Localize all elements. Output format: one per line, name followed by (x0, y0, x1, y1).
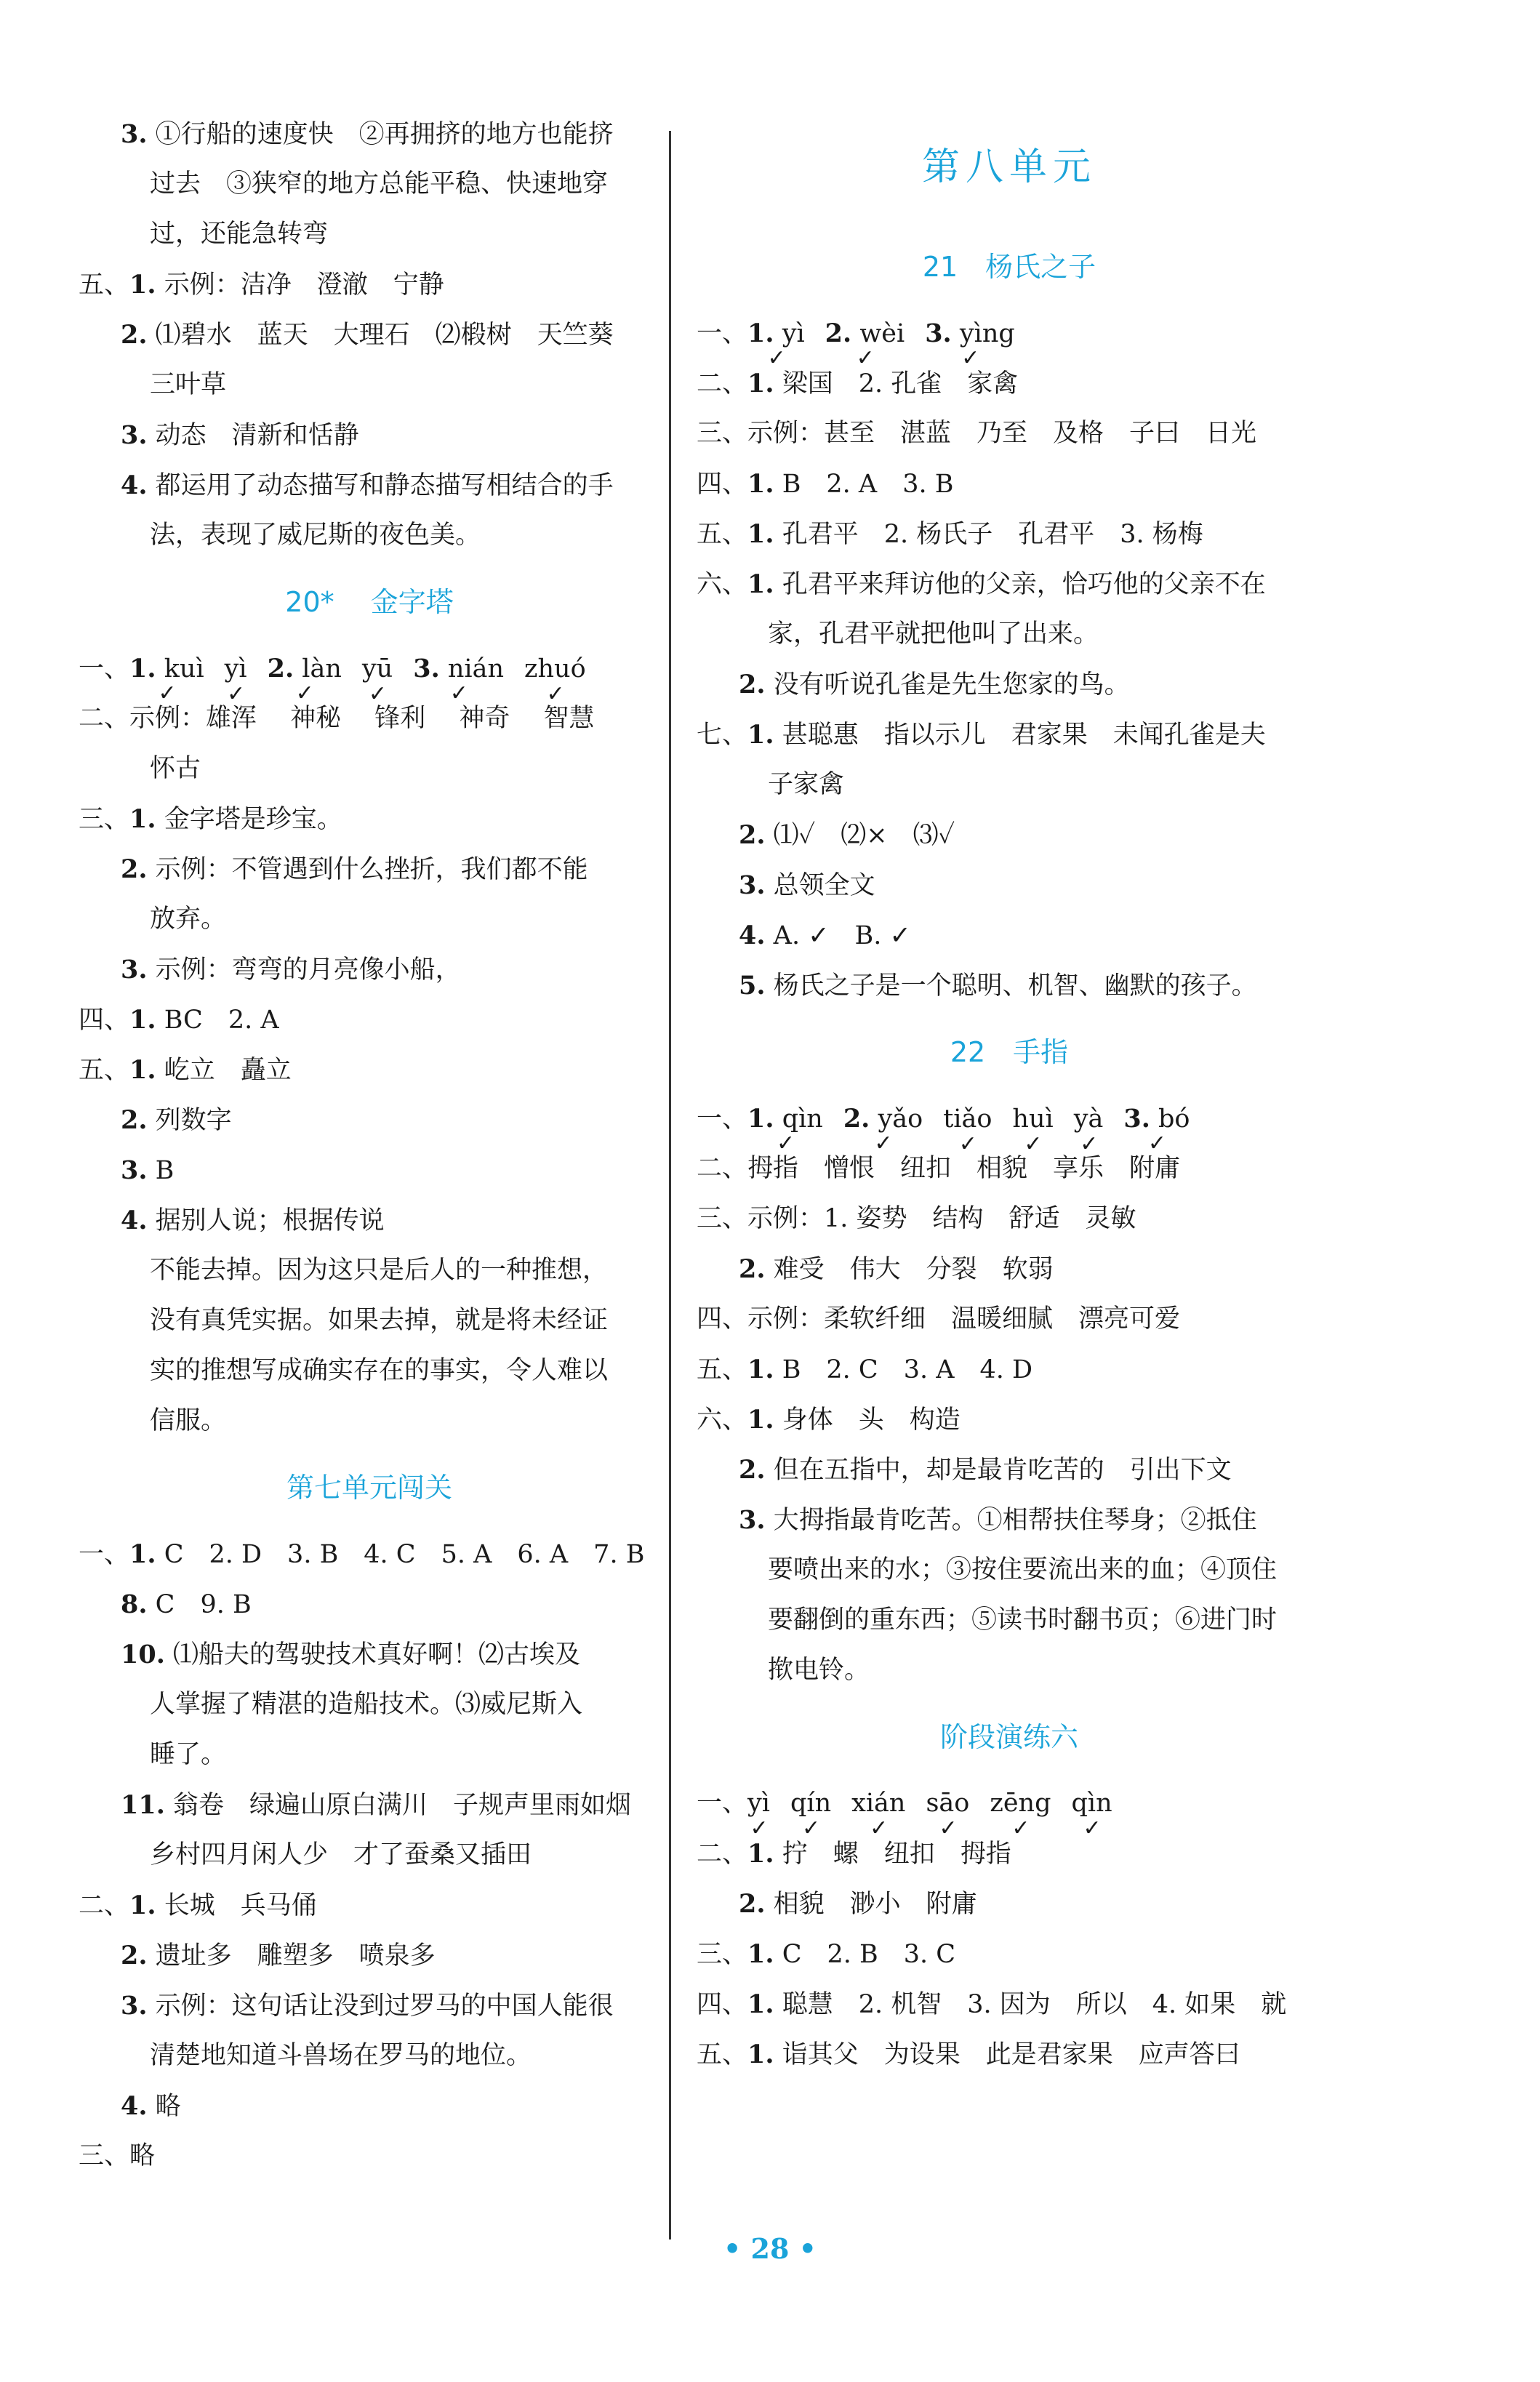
pinyin-item (1073, 1094, 1104, 1157)
answer-text: ⑴✓ ⑵× ⑶✓ (765, 821, 955, 850)
question-prefix: 七、 (697, 721, 748, 750)
answer-text: 示例：这句话让没到过罗马的中国人能很 (147, 1992, 614, 2021)
pinyin-item (747, 308, 805, 371)
answer-line (697, 2029, 1322, 2080)
check-icon: ✓ (158, 681, 177, 706)
answer-text: 甚聪惠 指以示儿 君家果 未闻孔雀是夫 (774, 721, 1266, 750)
item-number: 1. (747, 519, 774, 549)
item-number: 11. (121, 1790, 165, 1820)
answer-text: 子家禽 (768, 770, 845, 799)
check-icon: ✓ (801, 1816, 821, 1841)
answer-text: B (147, 1156, 175, 1185)
item-number: 3. (121, 1991, 148, 2021)
answer-text: 杨氏之子是一个聪明、机智、幽默的孩子。 (765, 971, 1257, 1000)
answer-text: 乡村四月闲人少 才了蚕桑又插田 (150, 1840, 532, 1869)
item-number: 1. (747, 469, 774, 499)
answer-line (79, 844, 660, 894)
pinyin-item (747, 1779, 770, 1841)
pinyin-text: yì (224, 654, 247, 683)
question-prefix: 五、 (79, 1056, 130, 1085)
answer-line (697, 1829, 1322, 1879)
answer-line (79, 1680, 660, 1730)
item-number: 10. (121, 1640, 165, 1669)
answer-line (697, 860, 1322, 910)
pinyin-item (224, 644, 247, 707)
pinyin-text: bó (1150, 1104, 1190, 1134)
check-icon: ✓ (874, 1131, 893, 1156)
answer-line (79, 794, 660, 844)
answer-line (79, 1780, 660, 1830)
answer-line (79, 1730, 660, 1780)
question-prefix: 三、 (697, 1940, 748, 1969)
answer-text: 总领全文 (765, 871, 875, 900)
pinyin-item (843, 1094, 923, 1156)
pinyin-item (1071, 1779, 1112, 1841)
answer-line (697, 810, 1322, 860)
answer-text: 都运用了动态描写和静态描写相结合的手 (147, 471, 614, 500)
pinyin-item (413, 643, 505, 706)
item-number: 1. (747, 1104, 774, 1134)
answer-line (697, 1194, 1322, 1244)
section-heading: 第八单元 (921, 145, 1096, 189)
item-number: 1. (747, 1405, 774, 1435)
answer-text: 据别人说；根据传说 (147, 1206, 385, 1235)
item-number: 2. (739, 820, 766, 850)
item-number: 2. (267, 654, 294, 683)
answer-line (79, 1296, 660, 1346)
pinyin-item (129, 643, 204, 706)
item-number: 4. (739, 921, 766, 950)
pinyin-item (943, 1094, 992, 1157)
item-number: 2. (121, 1941, 148, 1970)
question-prefix: 二、 (79, 1891, 130, 1920)
item-number: 1. (129, 270, 156, 300)
answer-text: 示例：柔软纤细 温暖细腻 漂亮可爱 (747, 1304, 1181, 1334)
check-icon: ✓ (767, 345, 786, 371)
section-heading: 22 手指 (950, 1036, 1069, 1068)
item-number: 1. (747, 1355, 774, 1384)
item-number: 2. (739, 1889, 766, 1919)
pinyin-text: làn (294, 654, 342, 683)
question-prefix: 一、 (697, 319, 748, 348)
answer-text: 法，表现了威尼斯的夜色美。 (150, 521, 481, 550)
answer-line (697, 1495, 1322, 1545)
item-number: 1. (747, 720, 774, 750)
section-heading: 21 杨氏之子 (922, 251, 1096, 283)
pinyin-text: tiǎo (943, 1104, 992, 1134)
answer-text: BC 2. A (156, 1006, 279, 1035)
answer-text: 示例：甚至 湛蓝 乃至 及格 子曰 日光 (747, 419, 1257, 448)
pinyin-item (1123, 1094, 1190, 1156)
answer-line (697, 409, 1322, 459)
pinyin-text: qìn (774, 1104, 823, 1134)
answer-line (79, 310, 660, 360)
pinyin-item (925, 308, 1015, 371)
question-prefix: 四、 (697, 1990, 748, 2019)
question-prefix: 二、 (697, 1154, 748, 1183)
left-column (79, 109, 660, 2181)
answer-text: 诣其父 为设果 此是君家果 应声答曰 (774, 2040, 1240, 2069)
answer-line (79, 1529, 660, 1579)
question-prefix: 四、 (79, 1006, 130, 1035)
section-heading: 阶段演练六 (939, 1721, 1078, 1753)
answer-line (79, 1981, 660, 2031)
pinyin-text: sāo (926, 1789, 970, 1818)
answer-text: 略 (147, 2092, 181, 2121)
pinyin-text: qín (790, 1789, 832, 1818)
check-icon: ✓ (961, 345, 980, 371)
answer-line (697, 961, 1322, 1011)
item-number: 2. (739, 1254, 766, 1284)
answer-line (697, 1294, 1322, 1344)
answer-line (697, 509, 1322, 559)
check-icon: ✓ (856, 345, 875, 371)
answer-text: ⑴碧水 蓝天 大理石 ⑵椴树 天竺葵 (147, 321, 614, 350)
pinyin-text: yū (361, 654, 393, 683)
item-number: 3. (121, 420, 148, 450)
question-prefix: 二、 (79, 704, 130, 733)
answer-text: 要翻倒的重东西；⑤读书时翻书页；⑥进门时 (768, 1605, 1278, 1635)
check-icon: ✓ (227, 681, 246, 707)
answer-line (79, 460, 660, 510)
answer-line (79, 1095, 660, 1145)
answer-text: 列数字 (147, 1106, 232, 1135)
answer-text: 怀古 (150, 754, 201, 783)
question-prefix: 二、 (697, 369, 748, 398)
question-prefix: 六、 (697, 1405, 748, 1435)
answer-text: C 9. B (147, 1590, 252, 1619)
pinyin-item (524, 644, 586, 707)
answer-text: 不能去掉。因为这只是后人的一种推想， (150, 1256, 609, 1285)
answer-line (79, 1629, 660, 1680)
pinyin-item (747, 1094, 823, 1156)
item-number: 3. (1123, 1104, 1150, 1134)
pinyin-text: zhuó (524, 654, 586, 683)
pinyin-text: zēng (990, 1789, 1051, 1818)
answer-line (697, 459, 1322, 509)
answer-text: 大拇指最肯吃苦。①相帮扶住琴身；②抵住 (765, 1506, 1257, 1535)
pinyin-text: yì (747, 1789, 770, 1818)
answer-line (79, 1830, 660, 1880)
pinyin-text: xián (851, 1789, 906, 1818)
answer-line (697, 1979, 1322, 2029)
answer-line (697, 1545, 1322, 1595)
answer-line (697, 609, 1322, 659)
pinyin-text: qìn (1071, 1789, 1112, 1818)
answer-line (79, 1246, 660, 1296)
answer-text: ①行船的速度快 ②再拥挤的地方也能挤 (147, 120, 614, 149)
pinyin-item (851, 1779, 906, 1841)
item-number: 1. (747, 1939, 774, 1969)
answer-line (79, 744, 660, 794)
answer-text: 家，孔君平就把他叫了出来。 (768, 619, 1099, 649)
item-number: 1. (129, 654, 156, 683)
question-prefix: 五、 (697, 520, 748, 549)
answer-text: 孔君平来拜访他的父亲，恰巧他的父亲不在 (774, 570, 1266, 599)
pinyin-item (926, 1779, 970, 1841)
answer-text: 屹立 矗立 (156, 1056, 292, 1085)
item-number: 1. (129, 804, 156, 834)
answer-line (697, 659, 1322, 710)
answer-text: 拇指 憎恨 纽扣 相貌 享乐 附庸 (747, 1154, 1181, 1183)
answer-line (79, 1045, 660, 1095)
answer-text: 相貌 渺小 附庸 (765, 1890, 977, 1919)
answer-line (79, 1346, 660, 1396)
answer-text: 示例：弯弯的月亮像小船， (147, 955, 461, 985)
answer-text: 示例：1. 姿势 结构 舒适 灵敏 (747, 1204, 1136, 1233)
section-heading: 第七单元闯关 (286, 1472, 452, 1504)
answer-line (697, 1445, 1322, 1495)
answer-line (79, 1579, 660, 1629)
item-number: 2. (121, 854, 148, 884)
right-column (697, 109, 1322, 2080)
item-number: 1. (129, 1539, 156, 1569)
question-prefix: 六、 (697, 570, 748, 599)
check-icon: ✓ (449, 681, 468, 706)
answer-line (697, 308, 1322, 371)
answer-text: A. ✓ B. ✓ (765, 921, 911, 950)
check-icon: ✓ (777, 1131, 795, 1156)
question-prefix: 一、 (79, 654, 130, 683)
pinyin-text: yìng (951, 319, 1015, 348)
check-icon: ✓ (750, 1816, 769, 1841)
item-number: 4. (121, 470, 148, 500)
answer-text: 人掌握了精湛的造船技术。⑶威尼斯入 (150, 1690, 583, 1719)
answer-text: B 2. C 3. A 4. D (774, 1355, 1033, 1384)
answer-line (697, 1595, 1322, 1645)
item-number: 4. (121, 2091, 148, 2121)
question-prefix: 二、 (697, 1840, 748, 1869)
question-prefix: 一、 (697, 1104, 748, 1134)
question-prefix: 一、 (697, 1789, 748, 1818)
answer-line (697, 760, 1322, 810)
answer-line (79, 1396, 660, 1446)
check-icon: ✓ (368, 681, 388, 707)
item-number: 1. (129, 1005, 156, 1035)
answer-text: 示例：不管遇到什么挫折，我们都不能 (147, 855, 588, 884)
question-prefix: 三、 (697, 419, 748, 448)
answer-text: 没有听说孔雀是先生您家的鸟。 (765, 670, 1130, 699)
item-number: 2. (121, 1105, 148, 1135)
answer-text: 难受 伟大 分裂 软弱 (765, 1255, 1054, 1284)
answer-text: 长城 兵马俑 (156, 1891, 317, 1920)
answer-line (697, 1144, 1322, 1194)
answer-text: 身体 头 构造 (774, 1405, 961, 1435)
question-prefix: 五、 (79, 270, 130, 300)
answer-text: 要喷出来的水；③按住要流出来的血；④顶住 (768, 1555, 1278, 1584)
page-number: • 28 • (723, 2232, 817, 2265)
answer-line (79, 510, 660, 561)
answer-line (697, 710, 1322, 760)
answer-line (79, 945, 660, 995)
item-number: 3. (739, 870, 766, 900)
answer-line (697, 358, 1322, 409)
question-prefix: 五、 (697, 2040, 748, 2069)
check-icon: ✓ (1080, 1131, 1099, 1157)
check-icon: ✓ (870, 1816, 889, 1841)
answer-line (697, 1244, 1322, 1294)
answer-line (79, 260, 660, 310)
answer-text: C 2. B 3. C (774, 1940, 956, 1969)
answer-text: 聪慧 2. 机智 3. 因为 所以 4. 如果 就 (774, 1990, 1287, 2019)
answer-line (697, 1879, 1322, 1929)
check-icon: ✓ (939, 1816, 958, 1841)
answer-text: 孔君平 2. 杨氏子 孔君平 3. 杨梅 (774, 520, 1203, 549)
answer-text: 信服。 (150, 1406, 227, 1435)
answer-text: 金字塔是珍宝。 (156, 805, 342, 834)
answer-line (79, 159, 660, 209)
answer-text: C 2. D 3. B 4. C 5. A 6. A 7. B (156, 1540, 645, 1569)
question-prefix: 三、 (79, 2141, 130, 2170)
item-number: 5. (739, 971, 766, 1000)
item-number: 2. (121, 320, 148, 350)
item-number: 1. (129, 1890, 156, 1920)
answer-line (79, 1930, 660, 1981)
item-number: 1. (747, 318, 774, 348)
answer-line (79, 1195, 660, 1246)
pinyin-text: yǎo (870, 1104, 923, 1134)
item-number: 3. (413, 654, 440, 683)
item-number: 3. (121, 1155, 148, 1185)
answer-text: 没有真凭实据。如果去掉，就是将未经证 (150, 1306, 609, 1335)
pinyin-item (790, 1779, 832, 1841)
answer-text: 遗址多 雕塑多 喷泉多 (147, 1941, 436, 1970)
answer-line (697, 1645, 1322, 1696)
answer-text: 动态 清新和恬静 (147, 421, 359, 450)
answer-line (697, 1395, 1322, 1445)
answer-text: ⑴船夫的驾驶技术真好啊！⑵古埃及 (164, 1640, 581, 1669)
item-number: 3. (121, 955, 148, 985)
answer-text: 实的推想写成确实存在的事实，令人难以 (150, 1356, 609, 1385)
answer-line (79, 1880, 660, 1930)
answer-text: B 2. A 3. B (774, 470, 954, 499)
check-icon: ✓ (1147, 1131, 1166, 1156)
answer-line (79, 2131, 660, 2181)
answer-text: 拧 螺 纽扣 拇指 (774, 1840, 1011, 1869)
pinyin-item (267, 643, 342, 706)
answer-line (79, 643, 660, 707)
answer-line (697, 559, 1322, 609)
pinyin-text: wèi (851, 319, 905, 348)
answer-text: 示例：洁净 澄澈 宁静 (156, 270, 444, 300)
item-number: 2. (739, 670, 766, 699)
answer-text: 示例：雄浑 神秘 锋利 神奇 智慧 (129, 704, 595, 733)
answer-line (79, 1145, 660, 1195)
item-number: 1. (747, 369, 774, 398)
answer-line (79, 209, 660, 260)
question-prefix: 五、 (697, 1355, 748, 1384)
answer-line (697, 1779, 1322, 1841)
check-icon: ✓ (958, 1131, 977, 1157)
pinyin-item (825, 308, 905, 371)
answer-text: 过，还能急转弯 (150, 220, 329, 249)
pinyin-text: yà (1073, 1104, 1104, 1134)
item-number: 3. (121, 119, 148, 149)
item-number: 1. (129, 1055, 156, 1085)
answer-text: 睡了。 (150, 1740, 227, 1769)
item-number: 1. (747, 569, 774, 599)
pinyin-item (1012, 1094, 1054, 1157)
column-divider (669, 131, 671, 2239)
pinyin-text: huì (1012, 1104, 1054, 1134)
answer-line (79, 360, 660, 410)
pinyin-text: yì (774, 319, 805, 348)
answer-text: 过去 ③狭窄的地方总能平稳、快速地穿 (150, 169, 609, 198)
question-prefix: 三、 (697, 1204, 748, 1233)
item-number: 2. (843, 1104, 870, 1134)
item-number: 1. (747, 1989, 774, 2019)
answer-text: 放弃。 (150, 905, 227, 934)
check-icon: ✓ (1083, 1816, 1102, 1841)
item-number: 1. (747, 2040, 774, 2069)
answer-line (79, 109, 660, 159)
check-icon: ✓ (1011, 1816, 1030, 1841)
answer-line (79, 894, 660, 945)
answer-line (79, 995, 660, 1045)
answer-line (697, 1929, 1322, 1979)
answer-line (79, 694, 660, 744)
item-number: 1. (747, 1839, 774, 1869)
item-number: 2. (825, 318, 852, 348)
check-icon: ✓ (1024, 1131, 1043, 1157)
section-heading: 20* 金字塔 (285, 586, 454, 618)
check-icon: ✓ (546, 681, 565, 707)
pinyin-text: nián (439, 654, 505, 683)
answer-line (697, 1344, 1322, 1395)
check-icon: ✓ (295, 681, 314, 706)
item-number: 2. (739, 1455, 766, 1485)
answer-text: 三叶草 (150, 370, 227, 399)
answer-text: 揿电铃。 (768, 1656, 870, 1685)
answer-line (697, 1094, 1322, 1157)
answer-line (697, 910, 1322, 961)
answer-line (79, 2081, 660, 2131)
item-number: 8. (121, 1589, 148, 1619)
pinyin-item (990, 1779, 1051, 1841)
answer-text: 翁卷 绿遍山原白满川 子规声里雨如烟 (164, 1791, 632, 1820)
item-number: 4. (121, 1206, 148, 1235)
answer-text: 清楚地知道斗兽场在罗马的地位。 (150, 2041, 532, 2070)
pinyin-text: kuì (156, 654, 204, 683)
question-prefix: 四、 (697, 1304, 748, 1334)
answer-text: 但在五指中，却是最肯吃苦的 引出下文 (765, 1456, 1232, 1485)
item-number: 3. (739, 1505, 766, 1535)
item-number: 3. (925, 318, 952, 348)
answer-line (79, 410, 660, 460)
answer-text: 梁国 2. 孔雀 家禽 (774, 369, 1019, 398)
question-prefix: 三、 (79, 805, 130, 834)
question-prefix: 四、 (697, 470, 748, 499)
question-prefix: 一、 (79, 1540, 130, 1569)
answer-line (79, 2031, 660, 2081)
pinyin-item (361, 644, 393, 707)
answer-text: 略 (129, 2141, 156, 2170)
